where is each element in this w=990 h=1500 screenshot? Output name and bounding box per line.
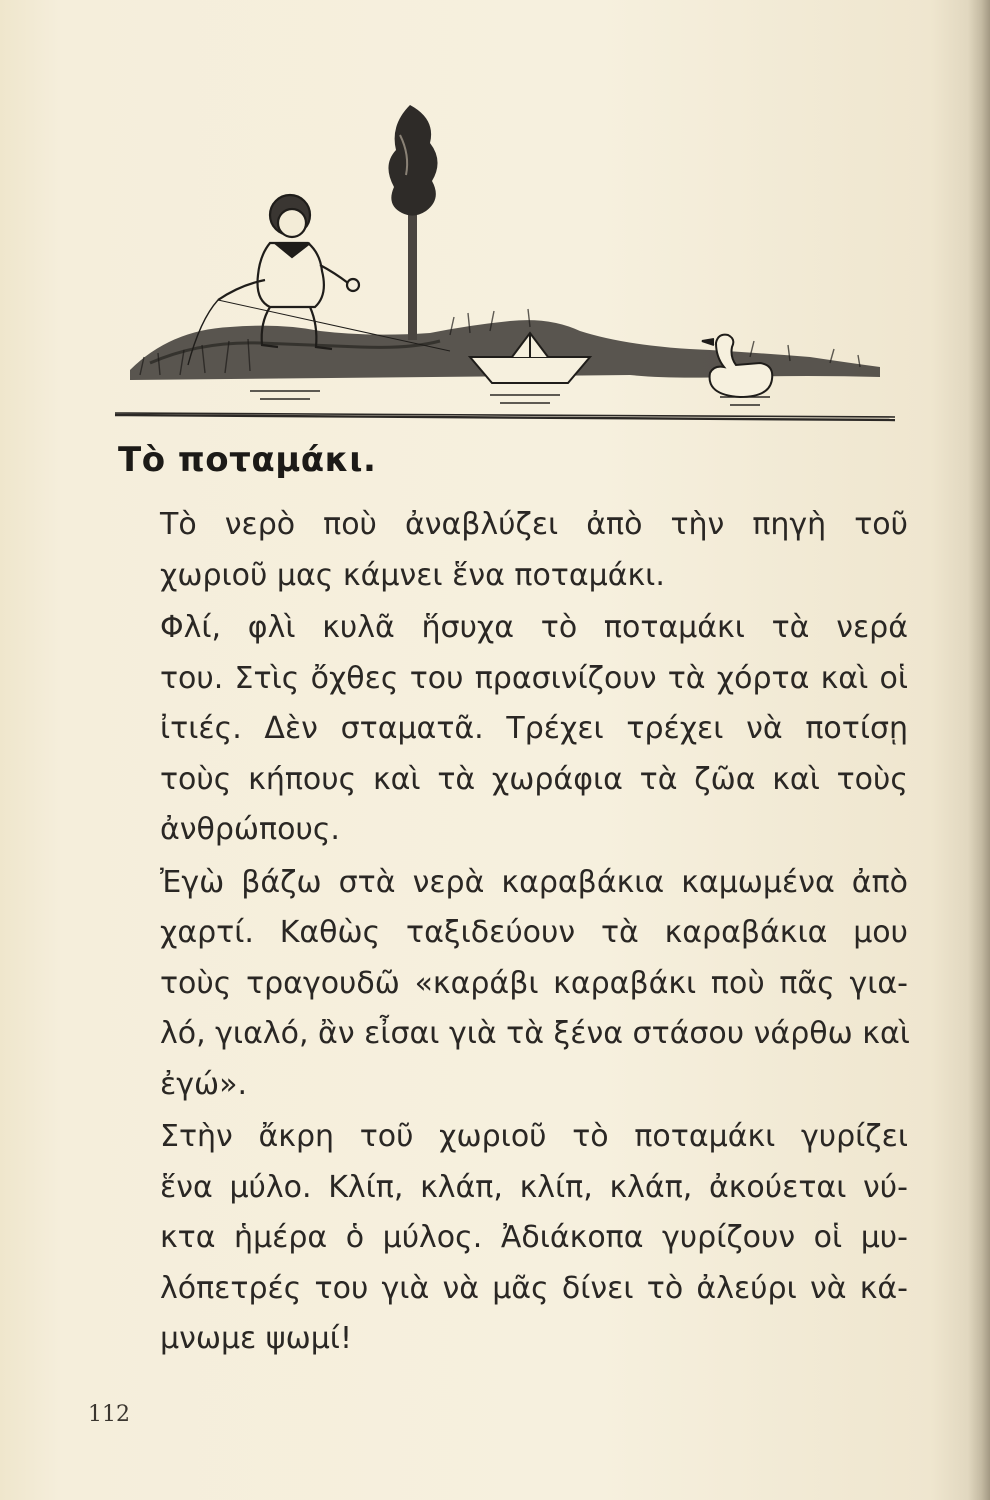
- story-title: Τὸ ποταμάκι.: [118, 440, 377, 480]
- text-line: Φλί, φλὶ κυλᾶ ἥσυχα τὸ ποταμάκι τὰ νερά: [160, 610, 908, 645]
- story-text: [118, 500, 908, 1367]
- river-illustration: [110, 95, 900, 435]
- paragraph: [118, 858, 908, 1111]
- text-line: ἐγώ».: [160, 1066, 247, 1102]
- text-line: τοὺς τραγουδῶ «καράβι καραβάκι ποὺ πᾶς για-: [160, 965, 908, 1001]
- paragraph: [118, 1112, 908, 1365]
- text-line: του. Στὶς ὄχθες του πρασινίζουν τὰ χόρτα καὶ οἱ: [160, 660, 908, 696]
- text-line: Τὸ νερὸ ποὺ ἀναβλύζει ἀπὸ τὴν πηγὴ τοῦ: [160, 507, 908, 542]
- water-lines: [115, 391, 895, 420]
- text-line: ἰτιές. Δὲν σταματᾶ. Τρέχει τρέχει νὰ ποτίσῃ: [160, 711, 908, 746]
- text-line: Ἐγὼ βάζω στὰ νερὰ καραβάκια καμωμένα ἀπὸ: [160, 864, 908, 900]
- text-line: τοὺς κήπους καὶ τὰ χωράφια τὰ ζῶα καὶ τοὺς: [160, 761, 908, 797]
- paragraph: [118, 500, 908, 601]
- text-line: μνωμε ψωμί!: [160, 1321, 352, 1356]
- paragraph: [118, 603, 908, 856]
- page-number: 112: [88, 1402, 130, 1427]
- text-line: χαρτί. Καθὼς ταξιδεύουν τὰ καραβάκια μου: [160, 915, 908, 950]
- text-line: ἕνα μύλο. Κλίπ, κλάπ, κλίπ, κλάπ, ἀκούεται νύ-: [160, 1169, 908, 1205]
- text-line: κτα ἡμέρα ὁ μύλος. Ἀδιάκοπα γυρίζουν οἱ μυ-: [160, 1220, 908, 1255]
- text-line: ἀνθρώπους.: [160, 812, 340, 847]
- tree-icon: [388, 105, 437, 340]
- text-line: χωριοῦ μας κάμνει ἕνα ποταμάκι.: [160, 557, 665, 593]
- page-edge-shadow: [968, 0, 990, 1500]
- text-line: Στὴν ἄκρη τοῦ χωριοῦ τὸ ποταμάκι γυρίζει: [160, 1119, 908, 1154]
- text-line: λό, γιαλό, ἂν εἶσαι γιὰ τὰ ξένα στάσου νάρθω καὶ: [160, 1016, 910, 1051]
- text-line: λόπετρές του γιὰ νὰ μᾶς δίνει τὸ ἀλεύρι νὰ κά-: [160, 1270, 908, 1306]
